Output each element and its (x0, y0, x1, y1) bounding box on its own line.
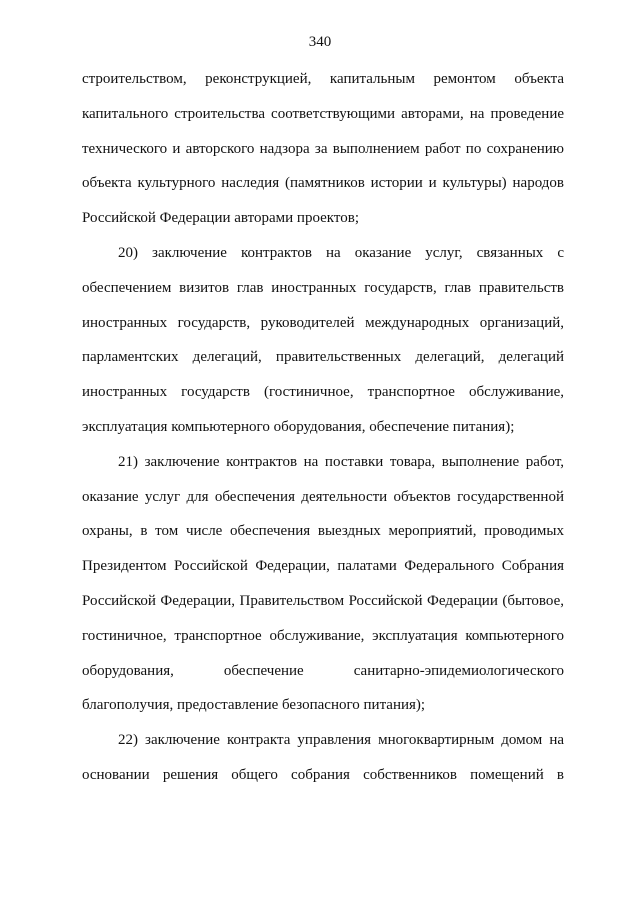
text-line: благополучия, предоставление безопасного питания); (82, 697, 426, 714)
text-line: парламентских делегаций, правительственных делегаций, делегаций (82, 349, 564, 366)
text-line: Президентом Российской Федерации, палатами Федерального Собрания (82, 558, 564, 575)
text-line: основании решения общего собрания собственников помещений в (82, 766, 564, 783)
page-number: 340 (308, 34, 332, 50)
text-line: строительством, реконструкцией, капитальным ремонтом объекта (82, 71, 564, 87)
text-line: технического и авторского надзора за выполнением работ по сохранению (82, 140, 564, 157)
text-line: охраны, в том числе обеспечения выездных мероприятий, проводимых (82, 523, 564, 540)
text-line: гостиничное, транспортное обслуживание, эксплуатация компьютерного (82, 627, 564, 644)
text-line: Российской Федерации, Правительством Российской Федерации (бытовое, (82, 592, 564, 609)
text-line: оборудования, обеспечение санитарно-эпидемиологического (82, 662, 564, 679)
text-line: обеспечением визитов глав иностранных государств, глав правительств (82, 279, 564, 296)
text-line: иностранных государств, руководителей международных организаций, (82, 314, 564, 331)
text-line: капитального строительства соответствующими авторами, на проведение (82, 105, 564, 122)
paragraph-item-20 (82, 243, 564, 452)
text-line: объекта культурного наследия (памятников истории и культуры) народов (82, 175, 564, 192)
text-line: Российской Федерации авторами проектов; (82, 210, 359, 227)
document-body (82, 69, 564, 800)
paragraph-item-21 (82, 452, 564, 730)
paragraph-item-22 (82, 730, 564, 800)
text-line: 22) заключение контракта управления многоквартирным домом на (118, 732, 564, 749)
text-line: иностранных государств (гостиничное, транспортное обслуживание, (82, 384, 564, 401)
paragraph-continuation (82, 69, 564, 243)
text-line: оказание услуг для обеспечения деятельности объектов государственной (82, 488, 564, 505)
text-line: 20) заключение контрактов на оказание услуг, связанных с (118, 244, 564, 261)
text-line: эксплуатация компьютерного оборудования, обеспечение питания); (82, 418, 515, 435)
text-line: 21) заключение контрактов на поставки товара, выполнение работ, (118, 453, 564, 470)
